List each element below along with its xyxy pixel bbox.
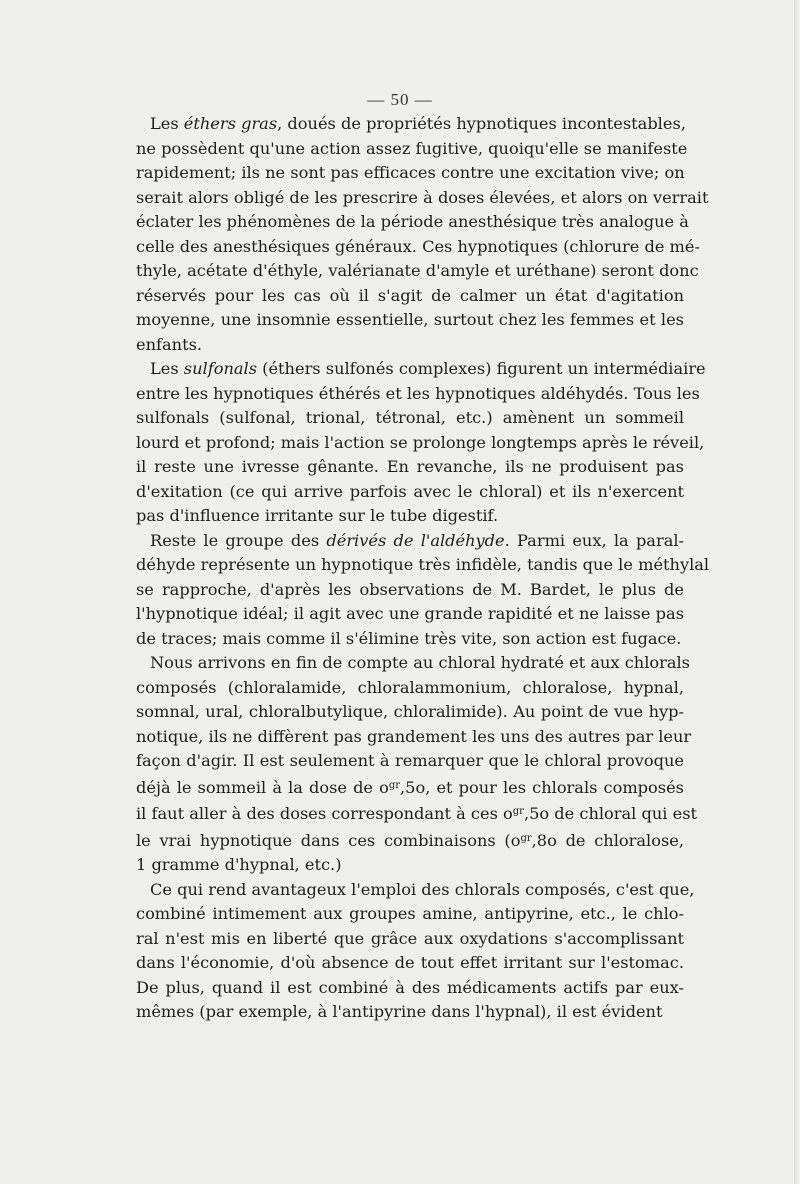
text-segment: (éthers sulfonés complexes) figurent un intermédiaire [257, 359, 706, 378]
text-segment: déhyde représente un hypnotique très infidèle, tandis que le méthylal [136, 555, 710, 574]
text-segment: somnal, ural, chloralbutylique, chloralimide). Au point de vue hyp- [136, 702, 684, 721]
paragraph-chloral [136, 651, 698, 878]
text-segment: ,5o, et pour les chlorals composés [400, 777, 684, 797]
text-line [136, 676, 684, 701]
text-segment: celle des anesthésiques généraux. Ces hypnotiques (chlorure de mé- [136, 236, 700, 256]
text-segment: pas d'influence irritante sur le tube digestif. [136, 506, 499, 525]
text-line [136, 186, 709, 211]
text-segment: ,8o de chloralose, [531, 830, 684, 850]
unit-superscript: gr [520, 832, 532, 844]
italic-term: éthers gras [183, 114, 278, 133]
text-line [136, 951, 684, 976]
text-segment: façon d'agir. Il est seulement à remarquer que le chloral provoque [136, 751, 684, 770]
text-line [136, 774, 684, 801]
text-line [136, 853, 684, 878]
text-segment: Reste le groupe des [150, 530, 327, 550]
unit-superscript: gr [512, 806, 524, 817]
italic-term: sulfonals [183, 359, 258, 378]
text-segment: , doués de propriétés hypnotiques incontestables, [277, 114, 686, 133]
text-segment: thyle, acétate d'éthyle, valérianate d'amyle et uréthane) seront donc [136, 261, 699, 280]
text-line [136, 161, 684, 186]
text-line [136, 927, 684, 952]
text-segment: déjà le sommeil à la dose de o [136, 777, 389, 797]
text-segment: serait alors obligé de les prescrire à doses élevées, et alors on verrait [136, 187, 709, 207]
text-segment: enfants. [136, 334, 203, 354]
text-segment: composés (chloralamide, chloralammonium, chloralose, hypnal, [136, 677, 684, 697]
text-line [136, 210, 689, 235]
text-line [136, 700, 684, 725]
text-segment: se rapproche, d'après les observations de M. Bardet, le plus de [136, 579, 684, 599]
text-segment: d'exitation (ce qui arrive parfois avec le chloral) et ils n'exercent [136, 481, 684, 501]
text-line [136, 112, 684, 137]
text-line [136, 137, 688, 162]
text-segment: Les [150, 359, 184, 378]
text-segment: dans l'économie, d'où absence de tout effet irritant sur l'estomac. [136, 953, 684, 972]
text-line [136, 480, 684, 505]
text-segment: combiné intimement aux groupes amine, antipyrine, etc., le chlo- [136, 904, 684, 923]
text-segment: Nous arrivons en fin de compte au chloral hydraté et aux chlorals [150, 653, 690, 672]
text-line [136, 553, 710, 578]
text-segment: . Parmi eux, la paral- [504, 530, 684, 550]
text-segment: de traces; mais comme il s'élimine très vite, son action est fugace. [136, 628, 682, 648]
text-segment: ral n'est mis en liberté que grâce aux oxydations s'accomplissant [136, 928, 684, 948]
text-segment: De plus, quand il est combiné à des médicaments actifs par eux- [136, 977, 684, 997]
text-line [136, 800, 698, 827]
text-segment: entre les hypnotiques éthérés et les hypnotiques aldéhydés. Tous les [136, 383, 700, 403]
text-line [136, 333, 684, 358]
text-line [136, 455, 684, 480]
text-line [136, 431, 705, 456]
text-line [136, 725, 692, 750]
paragraph-derives-aldehyde [136, 529, 710, 652]
text-line [136, 308, 684, 333]
paragraph-sulfonals [136, 357, 706, 529]
body-text [136, 112, 710, 1025]
page-edge-shadow [794, 0, 800, 1184]
text-line [136, 749, 684, 774]
text-line [136, 406, 684, 431]
text-segment: réservés pour les cas où il s'agit de calmer un état d'agitation [136, 285, 684, 305]
text-segment: rapidement; ils ne sont pas efficaces contre une excitation vive; on [136, 163, 685, 182]
text-line [136, 259, 699, 284]
text-line [136, 878, 695, 903]
text-segment: mêmes (par exemple, à l'antipyrine dans l'hypnal), il est évident [136, 1002, 663, 1021]
text-segment: sulfonals (sulfonal, trional, tétronal, etc.) amènent un sommeil [136, 408, 684, 427]
text-segment: Les [150, 114, 184, 133]
text-line [136, 357, 706, 382]
text-line [136, 827, 684, 854]
unit-superscript: gr [388, 779, 401, 791]
text-segment: éclater les phénomènes de la période anesthésique très analogue à [136, 212, 689, 231]
text-segment: ne possèdent qu'une action assez fugitive, quoiqu'elle se manifeste [136, 138, 688, 158]
text-segment: Ce qui rend avantageux l'emploi des chlorals composés, c'est que, [150, 879, 695, 899]
text-line [136, 504, 684, 529]
text-line [136, 578, 684, 603]
paragraph-ethers-gras [136, 112, 709, 357]
text-segment: notique, ils ne diffèrent pas grandement les uns des autres par leur [136, 726, 692, 746]
text-segment: 1 gramme d'hypnal, etc.) [136, 855, 342, 874]
text-segment: lourd et profond; mais l'action se prolonge longtemps après le réveil, [136, 432, 705, 452]
text-segment: le vrai hypnotique dans ces combinaisons (o [136, 830, 521, 850]
text-line [136, 1000, 684, 1025]
text-segment: ,5o de chloral qui est [523, 804, 698, 823]
text-line [136, 651, 690, 676]
page-number: — 50 — [367, 90, 433, 109]
text-segment: il faut aller à des doses correspondant à ces o [136, 804, 513, 823]
text-line [136, 235, 700, 260]
text-line [136, 382, 700, 407]
text-line [136, 976, 684, 1001]
text-line [136, 627, 684, 652]
paragraph-chlorals-composes [136, 878, 695, 1025]
text-line [136, 529, 684, 554]
text-line [136, 602, 684, 627]
text-segment: il reste une ivresse gênante. En revanche, ils ne produisent pas [136, 457, 684, 476]
text-segment: moyenne, une insomnie essentielle, surtout chez les femmes et les [136, 310, 684, 329]
text-line [136, 902, 684, 927]
text-segment: l'hypnotique idéal; il agit avec une grande rapidité et ne laisse pas [136, 604, 684, 623]
italic-term: dérivés de l'aldéhyde [326, 530, 505, 550]
text-line [136, 284, 684, 309]
